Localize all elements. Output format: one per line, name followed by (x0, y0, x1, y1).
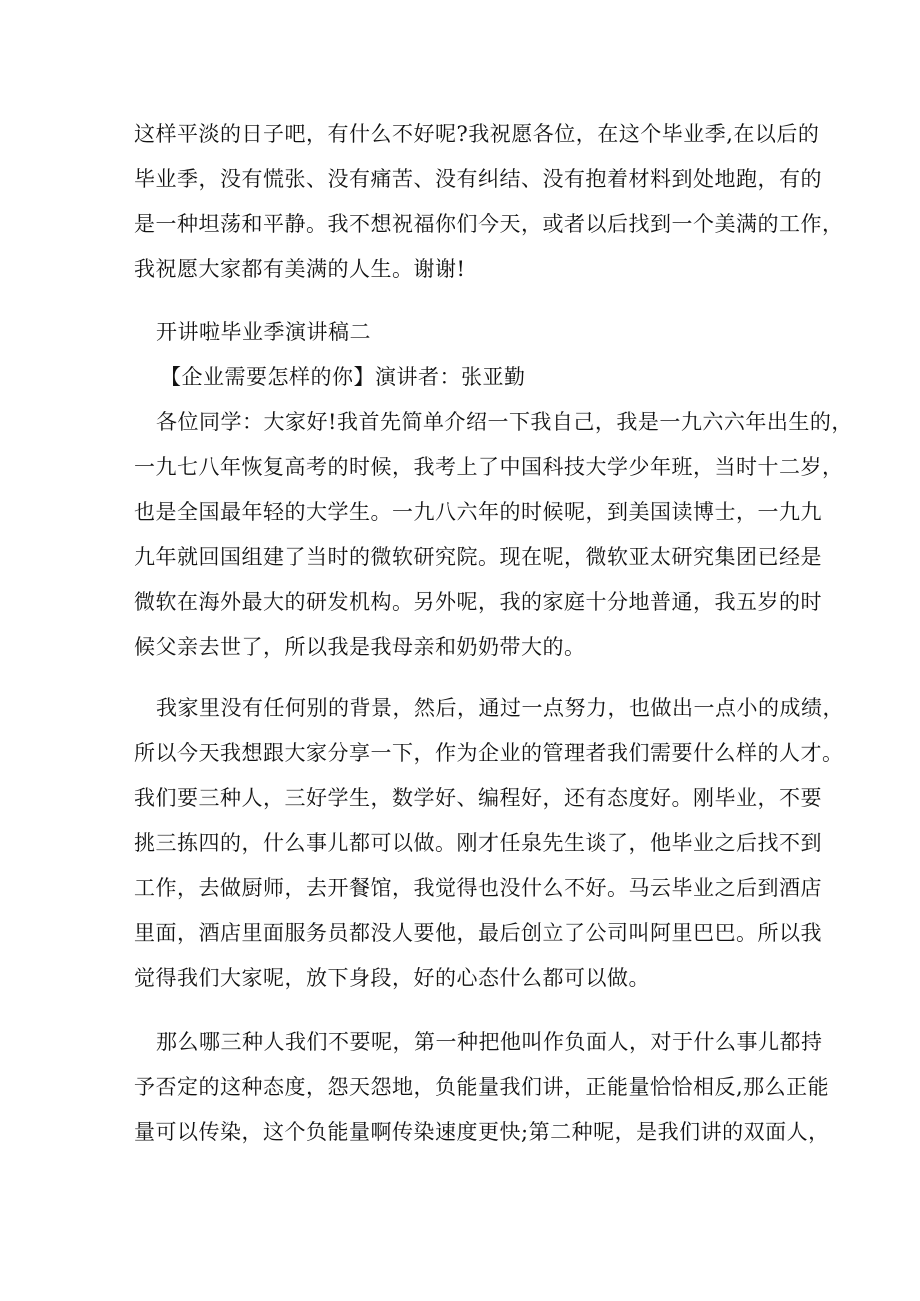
text-line: 我们要三种人，三好学生，数学好、编程好，还有态度好。刚毕业，不要 (134, 786, 822, 810)
text-line: 我祝愿大家都有美满的人生。谢谢! (134, 257, 466, 281)
text-line: 我家里没有任何别的背景，然后，通过一点努力，也做出一点小的成绩， (156, 696, 844, 720)
text-line: 也是全国最年轻的大学生。一九八六年的时候呢，到美国读博士，一九九 (134, 500, 822, 524)
text-line: 九年就回国组建了当时的微软研究院。现在呢，微软亚太研究集团已经是 (134, 545, 822, 569)
text-line: 工作，去做厨师，去开餐馆，我觉得也没什么不好。马云毕业之后到酒店 (134, 876, 822, 900)
text-line: 挑三拣四的，什么事儿都可以做。刚才任泉先生谈了，他毕业之后找不到 (134, 831, 822, 855)
section-title: 开讲啦毕业季演讲稿二 (156, 320, 371, 344)
text-line: 各位同学：大家好!我首先简单介绍一下我自己，我是一九六六年出生的， (156, 410, 853, 434)
text-line: 微软在海外最大的研发机构。另外呢，我的家庭十分地普通，我五岁的时 (134, 590, 822, 614)
text-line: 候父亲去世了，所以我是我母亲和奶奶带大的。 (134, 635, 586, 659)
text-line: 一九七八年恢复高考的时候，我考上了中国科技大学少年班，当时十二岁， (134, 455, 844, 479)
text-line: 所以今天我想跟大家分享一下，作为企业的管理者我们需要什么样的人才。 (134, 741, 844, 765)
text-line: 这样平淡的日子吧，有什么不好呢?我祝愿各位，在这个毕业季,在以后的 (134, 122, 820, 146)
paragraph-introduction (134, 402, 853, 667)
text-line: 觉得我们大家呢，放下身段，好的心态什么都可以做。 (134, 966, 650, 990)
text-line: 是一种坦荡和平静。我不想祝福你们今天，或者以后找到一个美满的工作， (134, 212, 844, 236)
text-line: 毕业季，没有慌张、没有痛苦、没有纠结、没有抱着材料到处地跑，有的 (134, 167, 822, 191)
paragraph-three-types (134, 1022, 830, 1152)
text-line: 里面，酒店里面服务员都没人要他，最后创立了公司叫阿里巴巴。所以我 (134, 921, 822, 945)
text-line: 予否定的这种态度，怨天怨地，负能量我们讲，正能量恰恰相反,那么正能 (134, 1075, 830, 1099)
text-line: 那么哪三种人我们不要呢，第一种把他叫作负面人，对于什么事儿都持 (156, 1030, 823, 1054)
paragraph-background (134, 688, 844, 998)
text-line: 量可以传染，这个负能量啊传染速度更快;第二种呢，是我们讲的双面人， (134, 1120, 830, 1144)
paragraph-closing (134, 114, 844, 289)
speech-heading: 【企业需要怎样的你】演讲者：张亚勤 (160, 365, 526, 389)
